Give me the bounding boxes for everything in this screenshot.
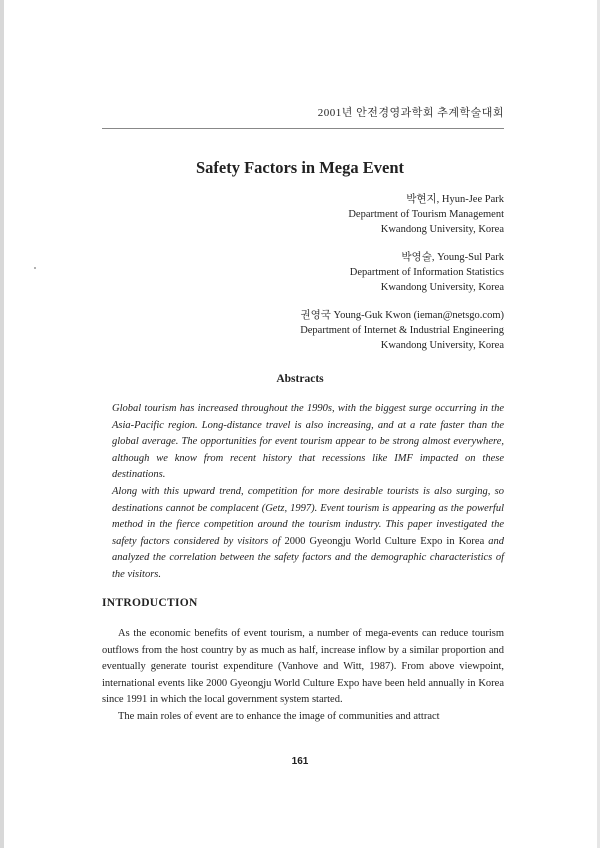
author-university: Kwandong University, Korea [380,224,504,235]
author-name: 박영술, Young-Sul Park [401,252,504,263]
author-name: 권영국 Young-Guk Kwon (ieman@netsgo.com) [300,310,504,321]
paper-title: Safety Factors in Mega Event [195,158,405,177]
section-heading-introduction: INTRODUCTION [102,597,198,609]
abstract-body [112,401,504,584]
running-header: 2001년 안전경영과학회 추계학술대회 [317,107,504,119]
author-department: Department of Internet & Industrial Engineering [300,325,504,336]
author-block [300,250,504,295]
abstract-paragraph [112,484,504,584]
abstract-text: and analyzed the correlation between the safety factors and the demographic characteristics of the visitors. [112,535,505,580]
body-paragraph: The main roles of event are to enhance the image of communities and attract [118,710,440,722]
author-university: Kwandong University, Korea [380,340,504,351]
author-name: 박현지, Hyun-Jee Park [406,194,504,205]
scan-speck [34,267,36,269]
abstract-upright-text: 2000 Gyeongju World Culture Expo in Korea [284,535,485,547]
header-rule [102,128,504,129]
author-department: Department of Information Statistics [349,267,504,278]
abstract-paragraph: Global tourism has increased throughout the 1990s, with the biggest surge occurring in the Asia-Pacific region. Long-distance travel is also increasing, and at a rate faster than the global average. The opportunities for event tourism appear to be strong almost everywhere, although we know from recent history that recessions like IMF impacted on these destinations. [112,403,504,481]
author-department: Department of Tourism Management [348,209,504,220]
author-university: Kwandong University, Korea [380,282,504,293]
introduction-body [102,626,504,726]
author-block [300,192,504,237]
author-list [300,192,504,366]
page-number: 161 [291,756,309,767]
abstract-text: Along with this upward trend, competition for more desirable tourists is also surging, so destinations cannot be complacent (Getz, 1997). Event tourism is appearing as the powerful method in the fierce competition around the tourism industry. This paper investigated the safety factors considered by visitors of [112,485,504,547]
abstract-heading: Abstracts [276,373,324,385]
scan-edge-left [0,0,4,848]
body-paragraph: As the economic benefits of event tourism, a number of mega-events can reduce tourism outflows from the host country by as much as half, increase inflow by a similar proportion and eventually generate tourist expenditure (Vanhove and Witt, 1987). From above viewpoint, international events like 2000 Gyeongju World Culture Expo have been held annually in Korea since 1991 in which the local government system started. [102,628,504,706]
author-block [300,308,504,353]
